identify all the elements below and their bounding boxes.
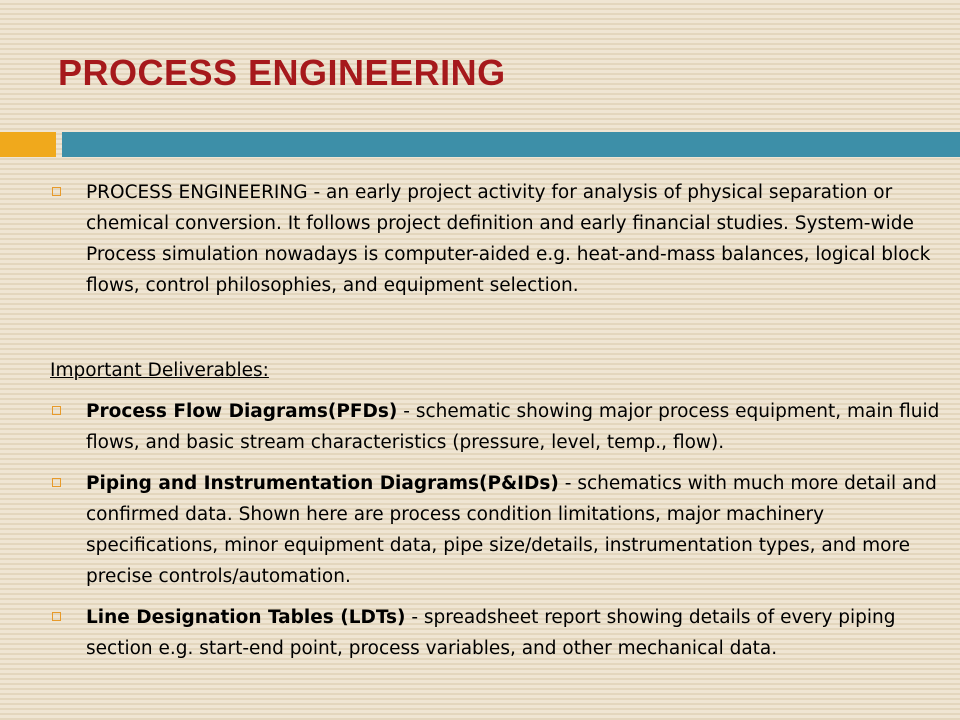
square-bullet-icon (52, 406, 61, 415)
deliverable-item-pid (50, 468, 955, 592)
square-bullet-icon (52, 478, 61, 487)
deliverables-heading: Important Deliverables: (50, 360, 269, 381)
intro-text: PROCESS ENGINEERING - an early project activity for analysis of physical separation or chemical conversion. It follows project definition and early financial studies. System-wide Process simulation nowadays is computer-aided e.g. heat-and-mass balances, logical block flows, control philosophies, and equipment selection. (86, 182, 931, 296)
deliverable-item-ldt (50, 602, 955, 664)
deliverable-term: Process Flow Diagrams(PFDs) (86, 401, 398, 422)
slide-body (50, 177, 955, 674)
intro-paragraph (50, 177, 955, 301)
deliverable-description: - schematics with much more detail and confirmed data. Shown here are process condition limitations, major machinery specifications, minor equipment data, pipe size/details, instrumentation types, and more precise controls/automation. (86, 473, 937, 587)
deliverable-term: Line Designation Tables (LDTs) (86, 607, 406, 628)
deliverable-term: Piping and Instrumentation Diagrams(P&IDs) (86, 473, 559, 494)
accent-block-orange (0, 132, 56, 157)
deliverable-description: - spreadsheet report showing details of every piping section e.g. start-end point, process variables, and other mechanical data. (86, 607, 896, 659)
deliverable-item-pfd (50, 396, 955, 458)
square-bullet-icon (52, 612, 61, 621)
slide-title: PROCESS ENGINEERING (58, 52, 506, 93)
square-bullet-icon (52, 187, 61, 196)
deliverable-description: - schematic showing major process equipment, main fluid flows, and basic stream characteristics (pressure, level, temp., flow). (86, 401, 940, 453)
accent-bar-teal (62, 132, 960, 157)
